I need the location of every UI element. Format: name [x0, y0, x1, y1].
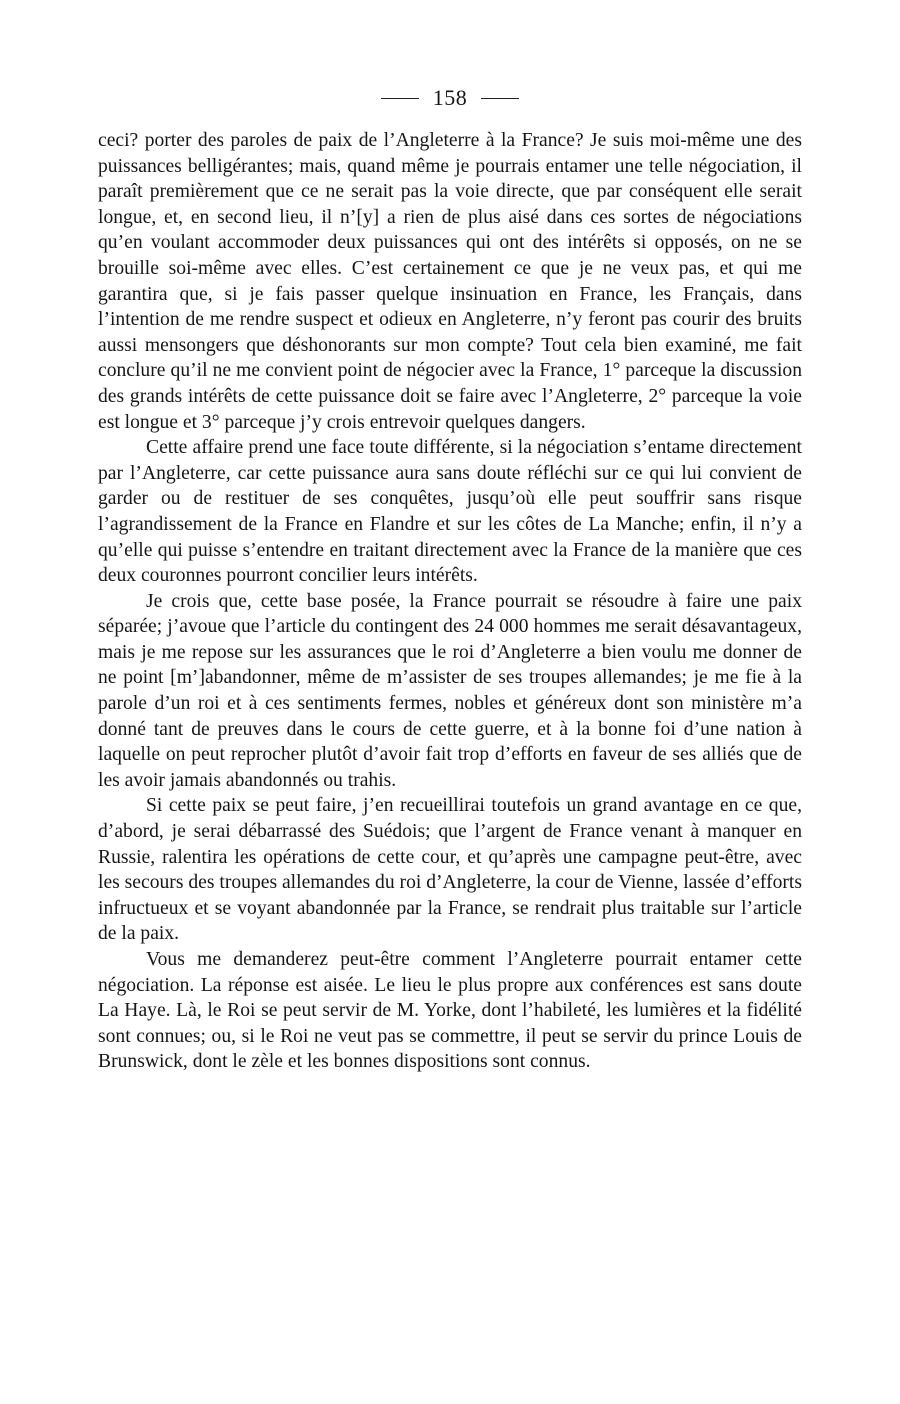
header-rule-right [481, 98, 519, 99]
document-page [98, 78, 802, 1075]
paragraph-3: Je crois que, cette base posée, la France pourrait se résoudre à faire une paix séparée; j’avoue que l’article du contingent des 24 000 hommes me serait désavantageux, mais je me repose sur les assurances que le roi d’Angleterre a bien voulu me donner de ne point [m’]abandonner, même de m’assister de ses troupes allemandes; je me fie à la parole d’un roi et à ces sentiments fermes, nobles et généreux dont son ministère m’a donné tant de preuves dans le cours de cette guerre, et à la bonne foi d’une nation à laquelle on peut reprocher plutôt d’avoir fait trop d’efforts en faveur de ses alliés que de les avoir jamais abandonnés ou trahis. [98, 590, 802, 791]
page-header [98, 78, 802, 118]
paragraph-4: Si cette paix se peut faire, j’en recueillirai toutefois un grand avantage en ce que, d’abord, je serai débarrassé des Suédois; que l’argent de France venant à manquer en Russie, ralentira les opérations de cette cour, et qu’après une campagne peut-être, avec les secours des troupes allemandes du roi d’Angleterre, la cour de Vienne, lassée d’efforts infructueux et se voyant abandonnée par la France, se rendrait plus traitable sur l’article de la paix. [98, 795, 802, 945]
paragraph-2: Cette affaire prend une face toute différente, si la négociation s’entame directement par l’Angleterre, car cette puissance aura sans doute réfléchi sur ce qui lui convient de garder ou de restituer de ses conquêtes, jusqu’où elle peut souffrir sans risque l’agrandissement de la France en Flandre et sur les côtes de La Manche; enfin, il n’y a qu’elle qui puisse s’entendre en traitant directement avec la France de la manière que ces deux couronnes pourront concilier leurs intérêts. [98, 437, 802, 587]
header-rule-left [381, 98, 419, 99]
paragraph-5: Vous me demanderez peut-être comment l’Angleterre pourrait entamer cette négociation. La réponse est aisée. Le lieu le plus propre aux conférences est sans doute La Haye. Là, le Roi se peut servir de M. Yorke, dont l’habileté, les lumières et la fidélité sont connues; ou, si le Roi ne veut pas se commettre, il peut se servir du prince Louis de Brunswick, dont le zèle et les bonnes dispositions sont connus. [98, 949, 802, 1073]
paragraph-1: ceci? porter des paroles de paix de l’Angleterre à la France? Je suis moi-même une des puissances belligérantes; mais, quand même je pourrais entamer une telle négociation, il paraît premièrement que ce ne serait pas la voie directe, que par conséquent elle serait longue, et, en second lieu, il n’[y] a rien de plus aisé dans ces sortes de négociations qu’en voulant accommoder deux puissances qui ont des intérêts si opposés, on ne se brouille soi-même avec elles. C’est certainement ce que je ne veux pas, et qui me garantira que, si je fais passer quelque insinuation en France, les Français, dans l’intention de me rendre suspect et odieux en Angleterre, n’y feront pas courir des bruits aussi mensongers que déshonorants sur mon compte? Tout cela bien examiné, me fait conclure qu’il ne me convient point de négocier avec la France, 1° parceque la discussion des grands intérêts de cette puissance doit se faire avec l’Angleterre, 2° parceque la voie est longue et 3° parceque j’y crois entrevoir quelques dangers. [98, 130, 802, 433]
page-number: 158 [432, 85, 468, 110]
